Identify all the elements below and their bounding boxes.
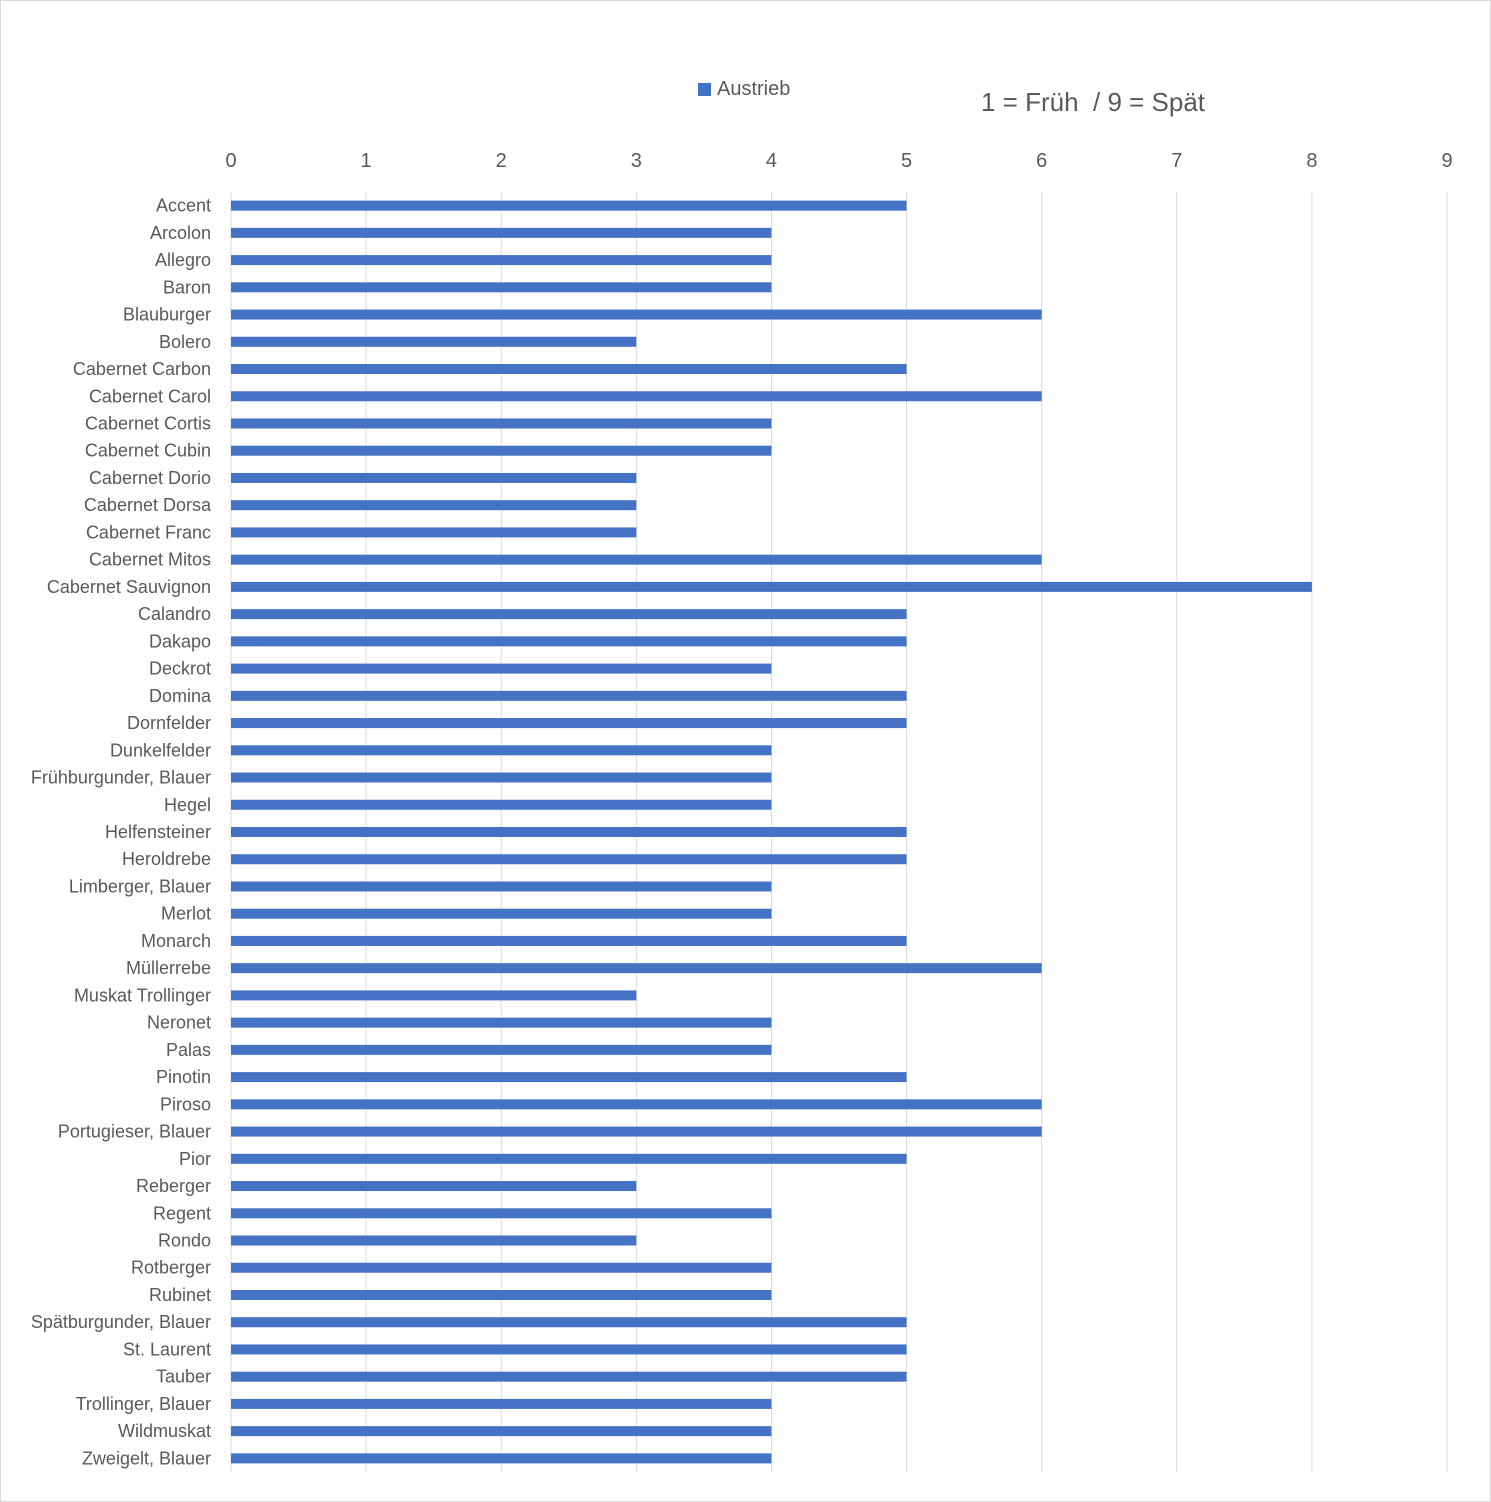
x-tick-label: 8 — [1306, 150, 1318, 172]
category-label: Spätburgunder, Blauer — [30, 1312, 211, 1333]
category-label: Neronet — [146, 1012, 211, 1033]
bar — [231, 1045, 771, 1055]
category-label: Blauburger — [122, 304, 211, 325]
category-label: St. Laurent — [122, 1339, 211, 1360]
category-label: Helfensteiner — [104, 822, 211, 842]
bar — [231, 337, 636, 347]
bar — [231, 1399, 771, 1409]
category-label: Muskat Trollinger — [73, 985, 211, 1006]
category-label: Cabernet Cortis — [84, 413, 211, 434]
category-label: Merlot — [160, 903, 211, 924]
bar — [231, 1236, 636, 1246]
bar — [231, 1208, 771, 1218]
category-label: Müllerrebe — [125, 958, 211, 979]
category-label: Cabernet Mitos — [88, 549, 211, 570]
bar — [231, 1072, 907, 1082]
bar — [231, 936, 907, 946]
category-label: Heroldrebe — [121, 849, 211, 870]
bar — [231, 1453, 771, 1463]
bar — [231, 1344, 907, 1354]
category-label: Deckrot — [148, 658, 211, 679]
category-label: Piroso — [159, 1094, 211, 1115]
legend-label: Austrieb — [717, 78, 791, 100]
bar — [231, 527, 636, 537]
bar — [231, 664, 771, 674]
bar — [231, 1372, 907, 1382]
category-label: Rotberger — [130, 1257, 211, 1278]
bar — [231, 391, 1042, 401]
bar — [231, 364, 907, 374]
category-label: Cabernet Dorsa — [83, 495, 211, 516]
bar — [231, 418, 771, 428]
x-tick-label: 7 — [1171, 150, 1183, 172]
bar — [231, 582, 1312, 592]
bar — [231, 1317, 907, 1327]
bar — [231, 473, 636, 483]
bar — [231, 1263, 771, 1273]
category-label: Cabernet Carbon — [72, 359, 211, 380]
category-label: Cabernet Dorio — [88, 467, 211, 488]
x-tick-label: 0 — [225, 150, 237, 172]
bar — [231, 990, 636, 1000]
bar — [231, 1127, 1042, 1137]
category-label: Pinotin — [155, 1067, 211, 1088]
category-label: Limberger, Blauer — [68, 876, 211, 897]
bar — [231, 1154, 907, 1164]
bar — [231, 691, 907, 701]
category-label: Monarch — [140, 930, 211, 951]
bar — [231, 827, 907, 837]
category-label: Tauber — [155, 1366, 211, 1387]
category-label: Dunkelfelder — [109, 740, 211, 761]
category-label: Rubinet — [148, 1284, 211, 1305]
bar — [231, 282, 771, 292]
bar — [231, 1018, 771, 1028]
bar — [231, 500, 636, 510]
category-label: Bolero — [158, 331, 211, 352]
category-label: Dornfelder — [126, 713, 211, 734]
bar — [231, 1426, 771, 1436]
bar — [231, 636, 907, 646]
bar — [231, 1290, 771, 1300]
x-tick-label: 3 — [630, 150, 642, 172]
scale-note: 1 = Früh / 9 = Spät — [981, 87, 1206, 117]
bar — [231, 1181, 636, 1191]
bar — [231, 881, 771, 891]
bar — [231, 255, 771, 265]
category-label: Trollinger, Blauer — [75, 1393, 211, 1414]
bar — [231, 909, 771, 919]
bar — [231, 963, 1042, 973]
category-label: Allegro — [154, 250, 211, 271]
x-tick-label: 2 — [495, 150, 507, 172]
category-label: Pior — [178, 1148, 211, 1169]
bar — [231, 800, 771, 810]
bar — [231, 310, 1042, 320]
category-label: Cabernet Franc — [85, 522, 211, 543]
category-label: Cabernet Carol — [88, 386, 211, 407]
category-label: Portugieser, Blauer — [57, 1121, 211, 1142]
category-label: Calandro — [137, 604, 211, 625]
x-tick-label: 4 — [765, 150, 778, 172]
bar — [231, 773, 771, 783]
category-label: Reberger — [135, 1176, 211, 1197]
bar — [231, 446, 771, 456]
category-label: Baron — [162, 277, 211, 298]
bar — [231, 1099, 1042, 1109]
category-label: Regent — [152, 1203, 211, 1224]
category-label: Hegel — [163, 794, 211, 815]
category-label: Domina — [148, 685, 211, 706]
x-tick-label: 6 — [1036, 150, 1048, 172]
bar — [231, 745, 771, 755]
category-label: Palas — [165, 1039, 211, 1060]
x-tick-label: 1 — [360, 150, 372, 172]
category-label: Accent — [155, 195, 211, 216]
bar — [231, 555, 1042, 565]
category-label: Cabernet Cubin — [84, 440, 211, 461]
category-label: Arcolon — [149, 222, 211, 243]
bar — [231, 609, 907, 619]
category-label: Dakapo — [148, 631, 211, 652]
bar — [231, 718, 907, 728]
category-label: Wildmuskat — [117, 1421, 211, 1442]
category-label: Zweigelt, Blauer — [81, 1448, 211, 1469]
bar — [231, 228, 771, 238]
category-label: Rondo — [157, 1230, 211, 1251]
category-label: Frühburgunder, Blauer — [30, 767, 211, 788]
bar-chart — [1, 1, 1490, 1501]
bar — [231, 201, 907, 211]
bar — [231, 854, 907, 864]
x-tick-label: 5 — [900, 150, 913, 172]
x-tick-label: 9 — [1441, 150, 1453, 172]
category-label: Cabernet Sauvignon — [46, 576, 211, 597]
